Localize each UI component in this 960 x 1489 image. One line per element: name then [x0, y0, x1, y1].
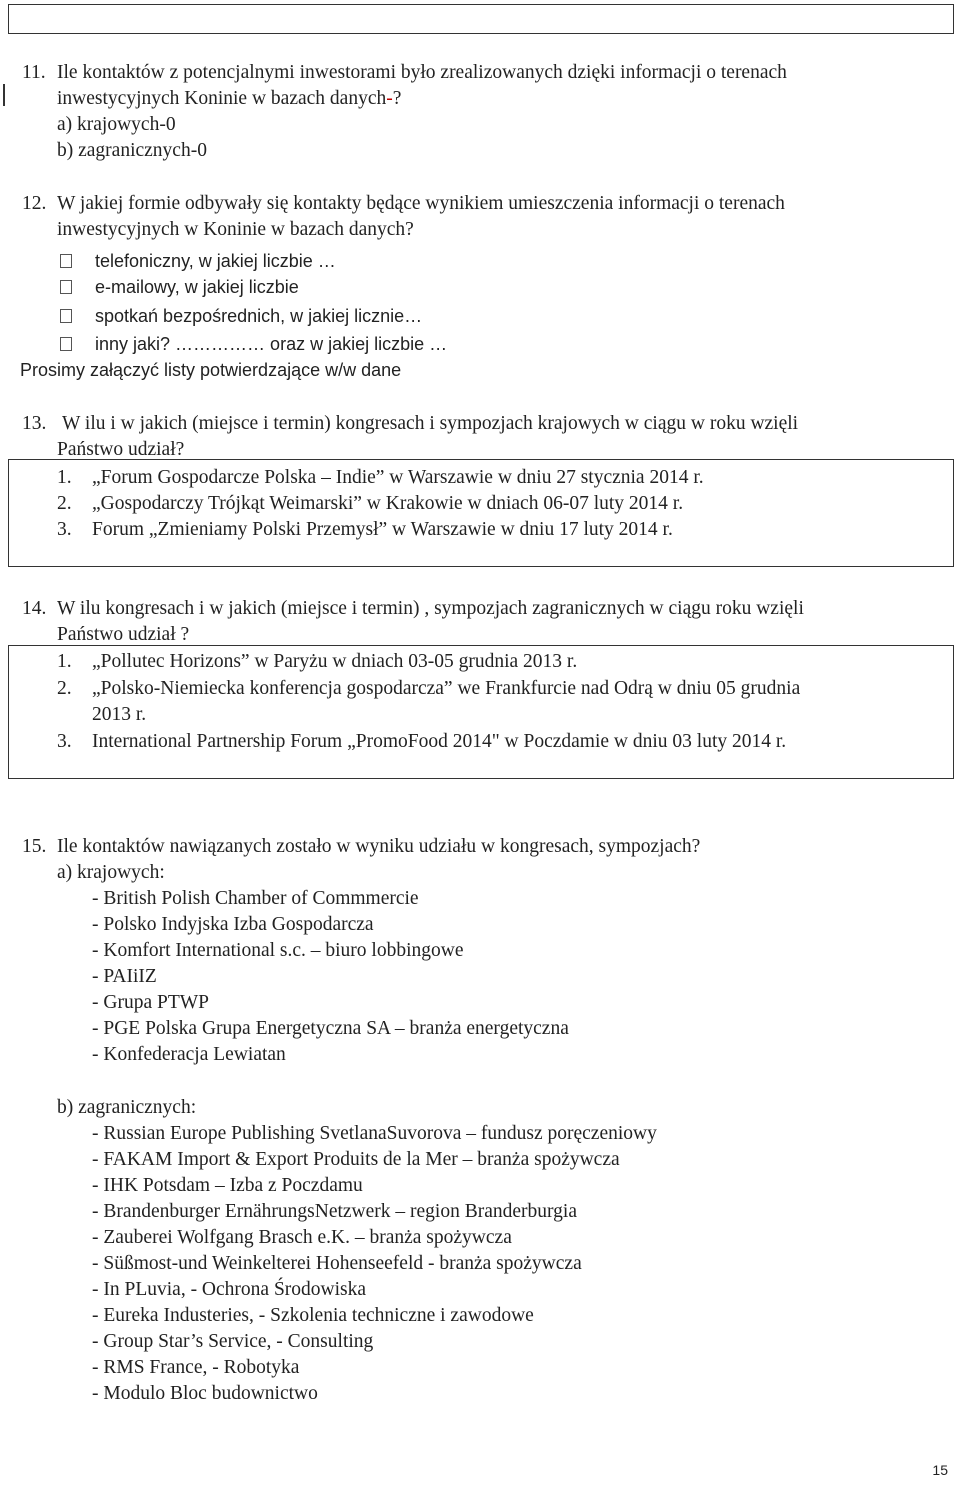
q15-number: 15.: [22, 836, 47, 857]
checkbox-icon[interactable]: [60, 280, 72, 294]
q14-text-line1: W ilu kongresach i w jakich (miejsce i termin) , sympozjach zagranicznych w ciągu roku wzięli: [57, 598, 804, 619]
q13-item-number: 1.: [57, 467, 72, 488]
q14-item-text: „Pollutec Horizons” w Paryżu w dniach 03-05 grudnia 2013 r.: [92, 651, 578, 672]
q12-option: [60, 332, 447, 356]
q11-number: 11.: [22, 62, 46, 83]
q13-item-text: Forum „Zmieniamy Polski Przemysł” w Warszawie w dniu 17 luty 2014 r.: [92, 519, 673, 540]
q15-a-list-item: - Grupa PTWP: [92, 992, 209, 1013]
q15-answer-a-label: a) krajowych:: [57, 862, 165, 883]
q14-item-text: International Partnership Forum „PromoFood 2014" w Poczdamie w dniu 03 luty 2014 r.: [92, 731, 787, 752]
q15-answer-b-label: b) zagranicznych:: [57, 1097, 197, 1118]
q15-b-list-item: - RMS France, - Robotyka: [92, 1357, 300, 1378]
q13-item-number: 2.: [57, 493, 72, 514]
q14-number: 14.: [22, 598, 47, 619]
q13-text-line1: W ilu i w jakich (miejsce i termin) kongresach i sympozjach krajowych w ciągu w roku wzięli: [62, 413, 799, 434]
q12-option: [60, 249, 336, 273]
q13-text-line2: Państwo udział?: [57, 439, 185, 460]
checkbox-icon[interactable]: [60, 254, 72, 268]
q11-text-line2: [57, 87, 401, 111]
q15-b-list-item: - Zauberei Wolfgang Brasch e.K. – branża spożywcza: [92, 1227, 512, 1248]
q14-text-line2: Państwo udział ?: [57, 624, 190, 645]
q11-tracked-change-mark: -: [386, 88, 393, 109]
q15-a-list-item: - Polsko Indyjska Izba Gospodarcza: [92, 914, 374, 935]
q15-b-list-item: - Russian Europe Publishing SvetlanaSuvorova – fundusz poręczeniowy: [92, 1123, 657, 1144]
q14-item-number: 2.: [57, 678, 72, 699]
q15-a-list-item: - Komfort International s.c. – biuro lobbingowe: [92, 940, 464, 961]
q13-number: 13.: [22, 413, 47, 434]
q12-text-line2: inwestycyjnych w Koninie w bazach danych?: [57, 219, 414, 240]
checkbox-icon[interactable]: [60, 337, 72, 351]
q14-item-number: 1.: [57, 651, 72, 672]
q15-a-list-item: - British Polish Chamber of Commmercie: [92, 888, 419, 909]
q15-a-list-item: - PGE Polska Grupa Energetyczna SA – branża energetyczna: [92, 1018, 569, 1039]
page-number: 15: [932, 1462, 948, 1478]
q15-b-list-item: - FAKAM Import & Export Produits de la Mer – branża spożywcza: [92, 1149, 620, 1170]
top-frame-box: [8, 4, 954, 34]
q15-b-list-item: - In PLuvia, - Ochrona Środowiska: [92, 1279, 367, 1300]
q12-option: [60, 275, 299, 299]
q13-item-text: „Gospodarczy Trójkąt Weimarski” w Krakowie w dniach 06-07 luty 2014 r.: [92, 493, 684, 514]
q15-b-list-item: - Süßmost-und Weinkelterei Hohenseefeld - branża spożywcza: [92, 1253, 582, 1274]
q15-b-list-item: - Eureka Industeries, - Szkolenia techniczne i zawodowe: [92, 1305, 534, 1326]
revision-change-bar: [3, 84, 5, 106]
q11-answer-b: b) zagranicznych-0: [57, 140, 207, 161]
q15-text-line1: Ile kontaktów nawiązanych zostało w wyniku udziału w kongresach, sympozjach?: [57, 836, 701, 857]
q11-text-line2-main: inwestycyjnych Koninie w bazach danych: [57, 88, 387, 109]
q15-b-list-item: - Brandenburger ErnährungsNetzwerk – region Branderburgia: [92, 1201, 577, 1222]
q12-option-label: inny jaki? …………… oraz w jakiej liczbie …: [95, 334, 448, 354]
q11-answer-a: a) krajowych-0: [57, 114, 176, 135]
q15-b-list-item: - Modulo Bloc budownictwo: [92, 1383, 318, 1404]
q12-option-label: e-mailowy, w jakiej liczbie: [95, 277, 299, 297]
q13-item-text: „Forum Gospodarcze Polska – Indie” w Warszawie w dniu 27 stycznia 2014 r.: [92, 467, 704, 488]
q12-option-label: spotkań bezpośrednich, w jakiej licznie…: [95, 306, 423, 326]
q12-text-line1: W jakiej formie odbywały się kontakty będące wynikiem umieszczenia informacji o terenach: [57, 193, 785, 214]
q15-b-list-item: - Group Star’s Service, - Consulting: [92, 1331, 374, 1352]
q12-note: Prosimy załączyć listy potwierdzające w/w dane: [20, 360, 402, 380]
checkbox-icon[interactable]: [60, 309, 72, 323]
q14-item-text-continued: 2013 r.: [92, 704, 147, 725]
q15-a-list-item: - Konfederacja Lewiatan: [92, 1044, 286, 1065]
q15-a-list-item: - PAIiIZ: [92, 966, 157, 987]
q14-item-text: „Polsko-Niemiecka konferencja gospodarcza” we Frankfurcie nad Odrą w dniu 05 grudnia: [92, 678, 801, 699]
q12-option: [60, 304, 422, 328]
q13-item-number: 3.: [57, 519, 72, 540]
q14-item-number: 3.: [57, 731, 72, 752]
q11-text-line2-end: ?: [392, 88, 402, 109]
q11-text-line1: Ile kontaktów z potencjalnymi inwestorami było zrealizowanych dzięki informacji o terenach: [57, 62, 787, 83]
q12-option-label: telefoniczny, w jakiej liczbie …: [95, 251, 336, 271]
q15-b-list-item: - IHK Potsdam – Izba z Poczdamu: [92, 1175, 363, 1196]
q12-number: 12.: [22, 193, 47, 214]
